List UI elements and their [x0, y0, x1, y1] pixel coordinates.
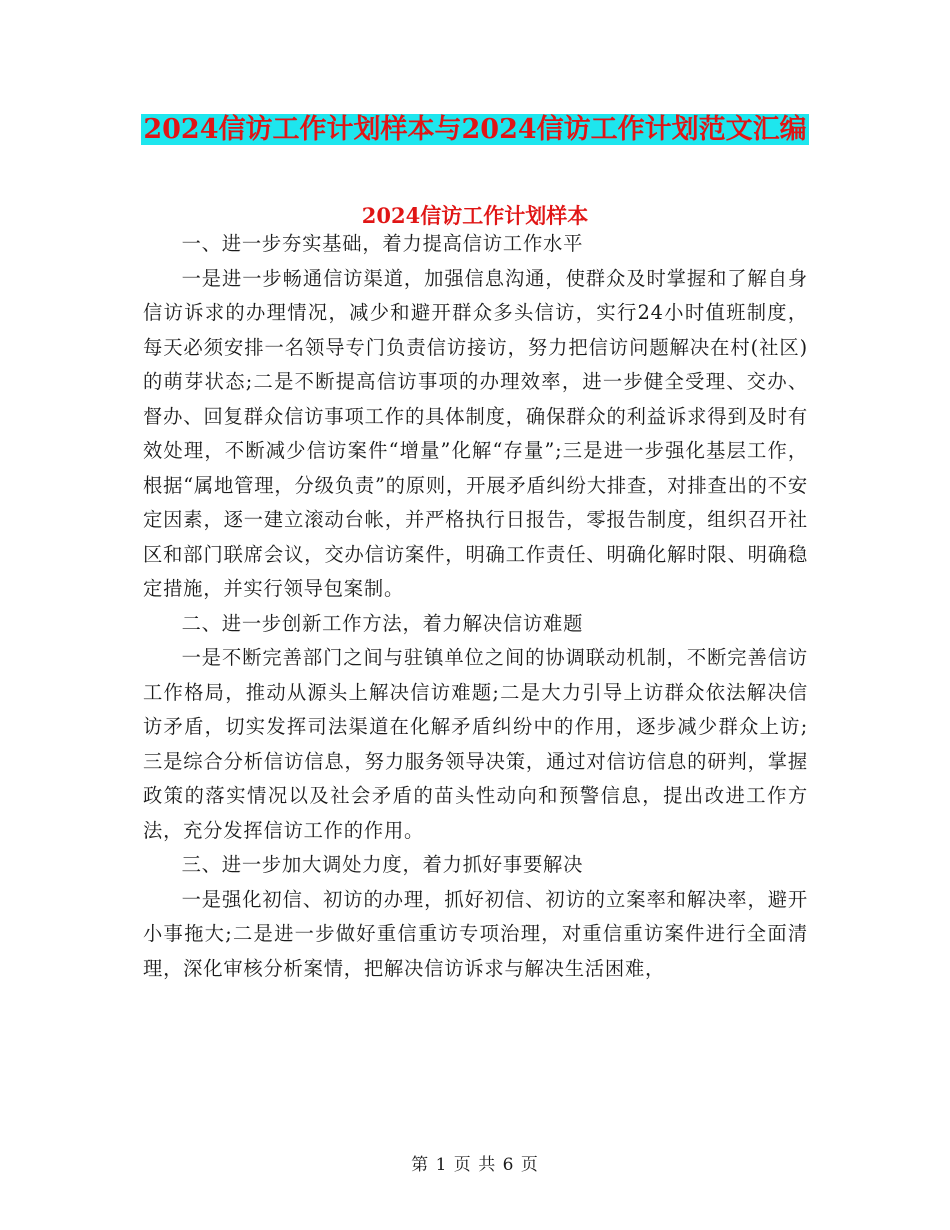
document-title [0, 112, 950, 148]
section-title: 2024信访工作计划样本 [361, 203, 589, 228]
document-body [143, 224, 808, 986]
document-title-text: 2024信访工作计划样本与2024信访工作计划范文汇编 [143, 114, 807, 145]
section-heading-3: 三、进一步加大调处力度，着力抓好事要解决 [181, 853, 584, 876]
section-heading-1: 一、进一步夯实基础，着力提高信访工作水平 [181, 232, 584, 255]
paragraph-2: 一是不断完善部门之间与驻镇单位之间的协调联动机制，不断完善信访工作格局，推动从源头上解决信访难题;二是大力引导上访群众依法解决信访矛盾，切实发挥司法渠道在化解矛盾纠纷中的作用，逐步减少群众上访;三是综合分析信访信息，努力服务领导决策，通过对信访信息的研判，掌握政策的落实情况以及社会矛盾的苗头性动向和预警信息，提出改进工作方法，充分发挥信访工作的作用。 [143, 646, 808, 842]
paragraph-1: 一是进一步畅通信访渠道，加强信息沟通，使群众及时掌握和了解自身信访诉求的办理情况，减少和避开群众多头信访，实行24小时值班制度，每天必须安排一名领导专门负责信访接访，努力把信访问题解决在村(社区)的萌芽状态;二是不断提高信访事项的办理效率，进一步健全受理、交办、督办、回复群众信访事项工作的具体制度，确保群众的利益诉求得到及时有效处理，不断减少信访案件“增量”化解“存量”;三是进一步强化基层工作，根据“属地管理，分级负责”的原则，开展矛盾纠纷大排查，对排查出的不安定因素，逐一建立滚动台帐，并严格执行日报告，零报告制度，组织召开社区和部门联席会议，交办信访案件，明确工作责任、明确化解时限、明确稳定措施，并实行领导包案制。 [143, 266, 808, 600]
section-heading-2: 二、进一步创新工作方法，着力解决信访难题 [181, 611, 584, 635]
paragraph-3: 一是强化初信、初访的办理，抓好初信、初访的立案率和解决率，避开小事拖大;二是进一步做好重信重访专项治理，对重信重访案件进行全面清理，深化审核分析案情，把解决信访诉求与解决生活困难， [143, 887, 808, 980]
page-footer: 第 1 页 共 6 页 [411, 1155, 539, 1175]
